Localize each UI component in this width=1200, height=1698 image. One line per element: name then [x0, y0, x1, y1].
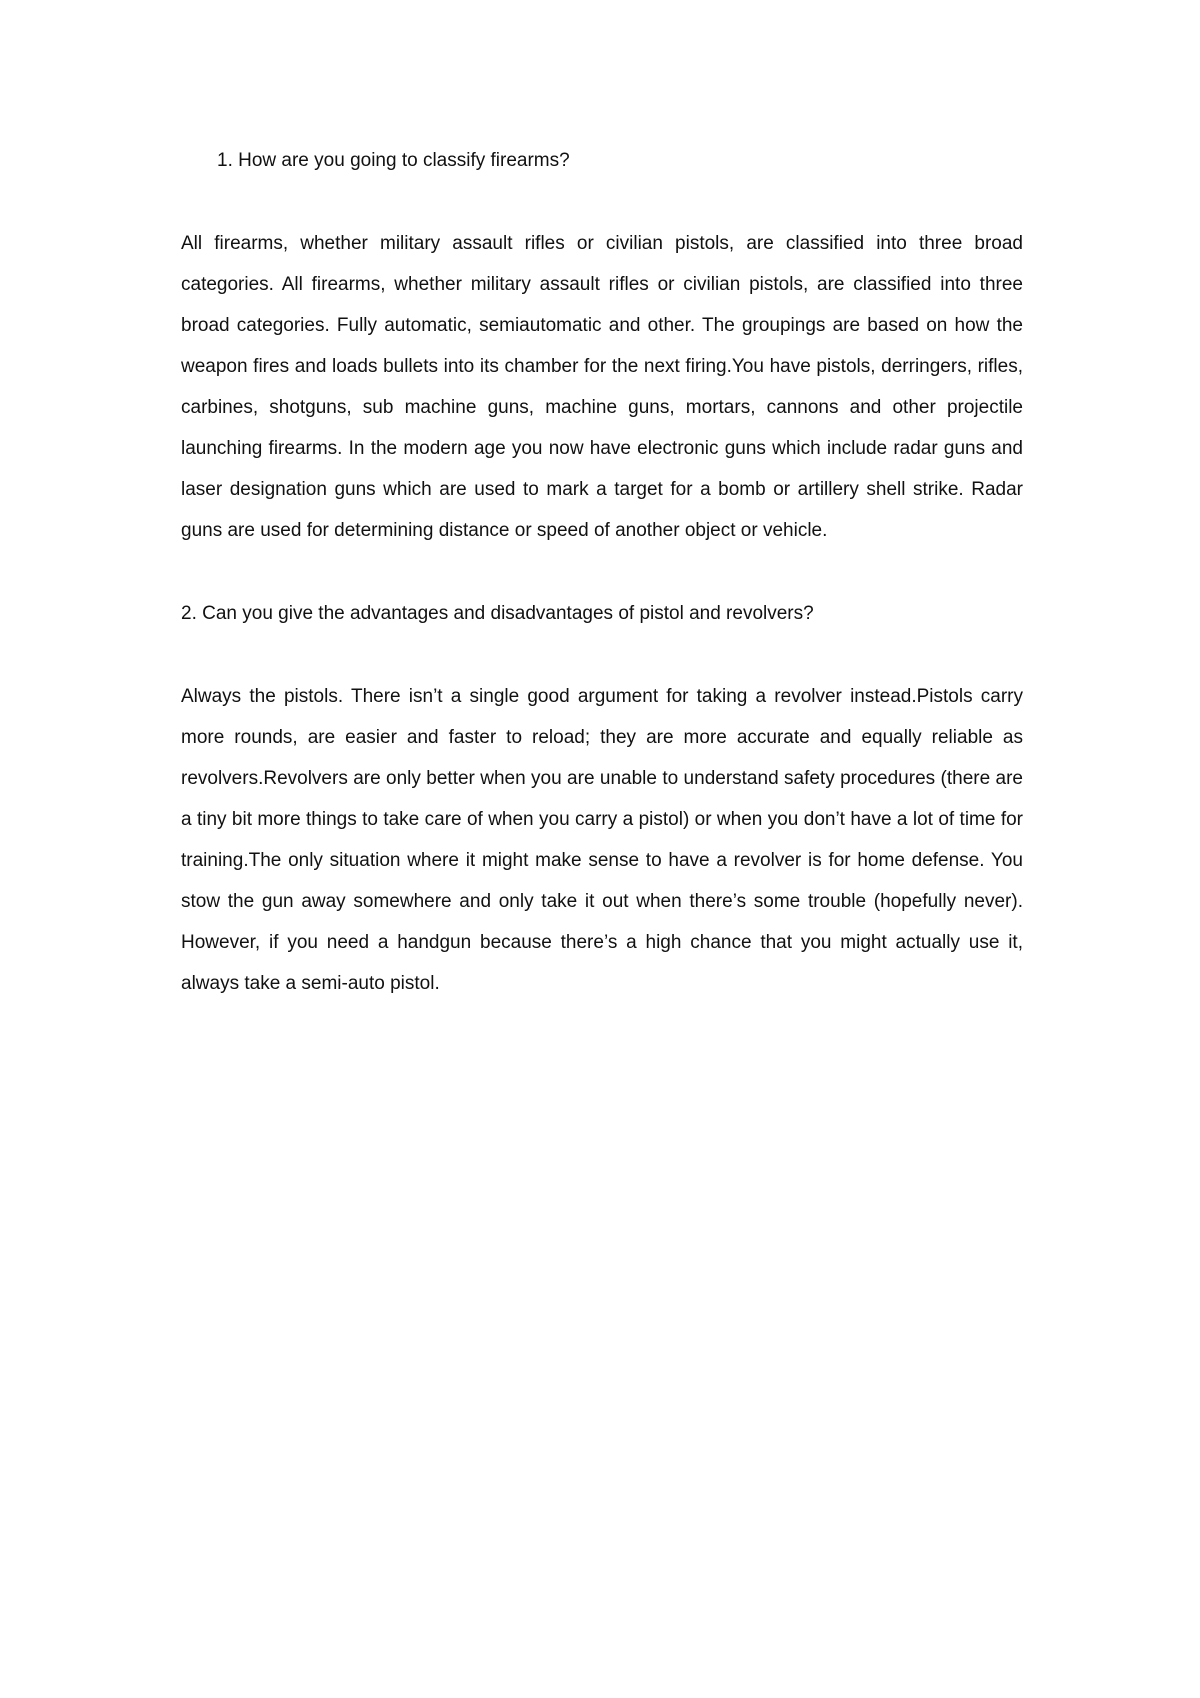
- document-body: [181, 140, 1023, 1004]
- spacer: [181, 181, 1023, 223]
- answer-1: All firearms, whether military assault rifles or civilian pistols, are classified into three broad categories. All firearms, whether military assault rifles or civilian pistols, are classified into three broad categories. Fully automatic, semiautomatic and other. The groupings are based on how the weapon fires and loads bullets into its chamber for the next firing.You have pistols, derringers, rifles, carbines, shotguns, sub machine guns, machine guns, mortars, cannons and other projectile launching firearms. In the modern age you now have electronic guns which include radar guns and laser designation guns which are used to mark a target for a bomb or artillery shell strike. Radar guns are used for determining distance or speed of another object or vehicle.: [181, 233, 1023, 541]
- spacer: [181, 551, 1023, 593]
- question-2: 2. Can you give the advantages and disadvantages of pistol and revolvers?: [181, 603, 814, 624]
- answer-2: Always the pistols. There isn’t a single good argument for taking a revolver instead.Pistols carry more rounds, are easier and faster to reload; they are more accurate and equally reliable as revolvers.Revolvers are only better when you are unable to understand safety procedures (there are a tiny bit more things to take care of when you carry a pistol) or when you don’t have a lot of time for training.The only situation where it might make sense to have a revolver is for home defense. You stow the gun away somewhere and only take it out when there’s some trouble (hopefully never). However, if you need a handgun because there’s a high chance that you might actually use it, always take a semi-auto pistol.: [181, 686, 1023, 994]
- question-1: 1. How are you going to classify firearms?: [217, 150, 570, 171]
- spacer: [181, 634, 1023, 676]
